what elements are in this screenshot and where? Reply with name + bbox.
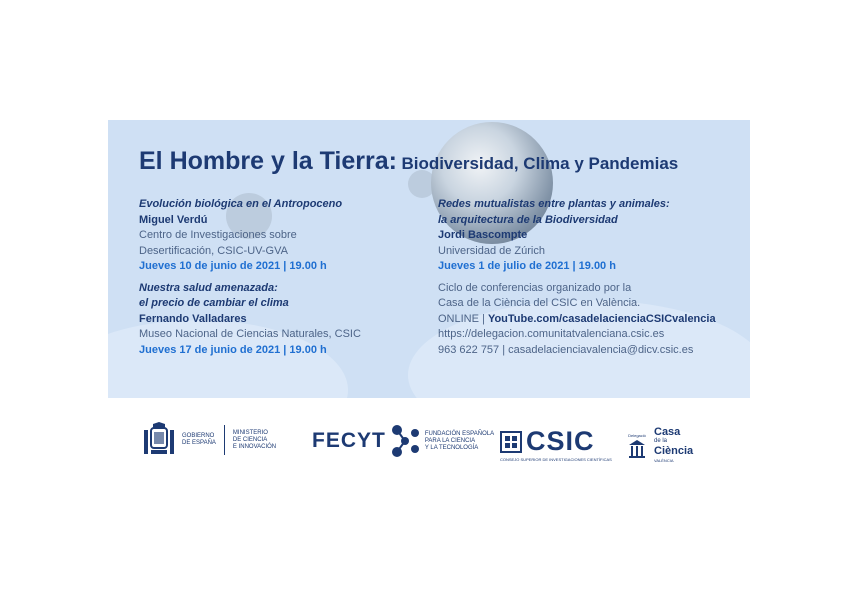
ministerio-text: E INNOVACIÓN	[232, 443, 277, 450]
building-icon	[628, 439, 646, 459]
ministerio-text: MINISTERIO	[232, 429, 268, 436]
delegacion-text: Delegació	[628, 432, 646, 438]
gobierno-text: GOBIERNO	[182, 433, 215, 439]
talk-date: Jueves 17 de junio de 2021 | 19.00 h	[139, 343, 327, 356]
youtube-link[interactable]: YouTube.com/casadelacienciaCSICvalencia	[487, 312, 716, 325]
casa-city-text: VALÈNCIA	[654, 458, 674, 463]
contact-info: 963 622 757 | casadelacienciavalencia@dicv.csic.es	[438, 343, 694, 356]
speaker-affiliation: Desertificación, CSIC-UV-GVA	[139, 244, 288, 257]
csic-text: CONSEJO SUPERIOR DE INVESTIGACIONES CIENTÍFICAS	[500, 457, 612, 462]
speaker-affiliation: Museo Nacional de Ciencias Naturales, CSIC	[139, 328, 361, 340]
csic-logo	[500, 426, 612, 462]
talk-title: Redes mutualistas entre plantas y animales:	[438, 198, 670, 210]
title-main: El Hombre y la Tierra:	[139, 147, 397, 175]
fecyt-molecule-icon	[389, 424, 421, 458]
gobierno-logo	[142, 422, 276, 458]
speaker-name: Miguel Verdú	[139, 213, 208, 226]
title-subtitle: Biodiversidad, Clima y Pandemias	[401, 154, 679, 173]
fecyt-logo	[312, 424, 494, 458]
speaker-affiliation: Universidad de Zúrich	[438, 244, 545, 257]
fecyt-text: PARA LA CIENCIA	[424, 437, 476, 444]
talk-title: Nuestra salud amenazada:	[139, 281, 278, 294]
talk-date: Jueves 1 de julio de 2021 | 19.00 h	[438, 260, 616, 272]
casa-ciencia-logo	[628, 426, 693, 464]
left-column	[139, 197, 409, 358]
talk-title: la arquitectura de la Biodiversidad	[438, 213, 618, 226]
event-banner	[108, 120, 750, 480]
csic-wordmark: CSIC	[526, 426, 595, 456]
info-text: Casa de la Ciència del CSIC en València.	[438, 297, 641, 309]
fecyt-text: FUNDACIÓN ESPAÑOLA	[424, 430, 495, 437]
talk-title: el precio de cambiar el clima	[139, 297, 289, 309]
ministerio-text: DE CIENCIA	[232, 436, 268, 443]
divider	[224, 425, 225, 455]
website-link[interactable]: https://delegacion.comunitatvalenciana.csic.es	[438, 328, 665, 340]
online-label: ONLINE |	[438, 312, 488, 325]
online-line	[438, 312, 738, 328]
fecyt-text: Y LA TECNOLOGÍA	[424, 444, 479, 451]
speaker-name: Jordi Bascompte	[438, 229, 528, 241]
right-column	[438, 197, 738, 358]
casa-text: Casa	[654, 426, 681, 438]
info-text: Ciclo de conferencias organizado por la	[438, 281, 632, 294]
talk-date: Jueves 10 de junio de 2021 | 19.00 h	[139, 260, 327, 272]
talk-title: Evolución biológica en el Antropoceno	[139, 198, 343, 210]
gobierno-text: DE ESPAÑA	[182, 440, 216, 446]
fecyt-wordmark: FECYT	[312, 429, 386, 452]
speaker-affiliation: Centro de Investigaciones sobre	[139, 229, 297, 241]
casa-text: de la	[654, 438, 668, 444]
speaker-name: Fernando Valladares	[139, 312, 247, 325]
csic-emblem-icon	[500, 431, 522, 453]
coat-of-arms-icon	[142, 422, 176, 458]
sponsor-footer	[108, 398, 750, 480]
casa-text: Ciència	[654, 445, 694, 457]
page-title	[139, 147, 678, 176]
